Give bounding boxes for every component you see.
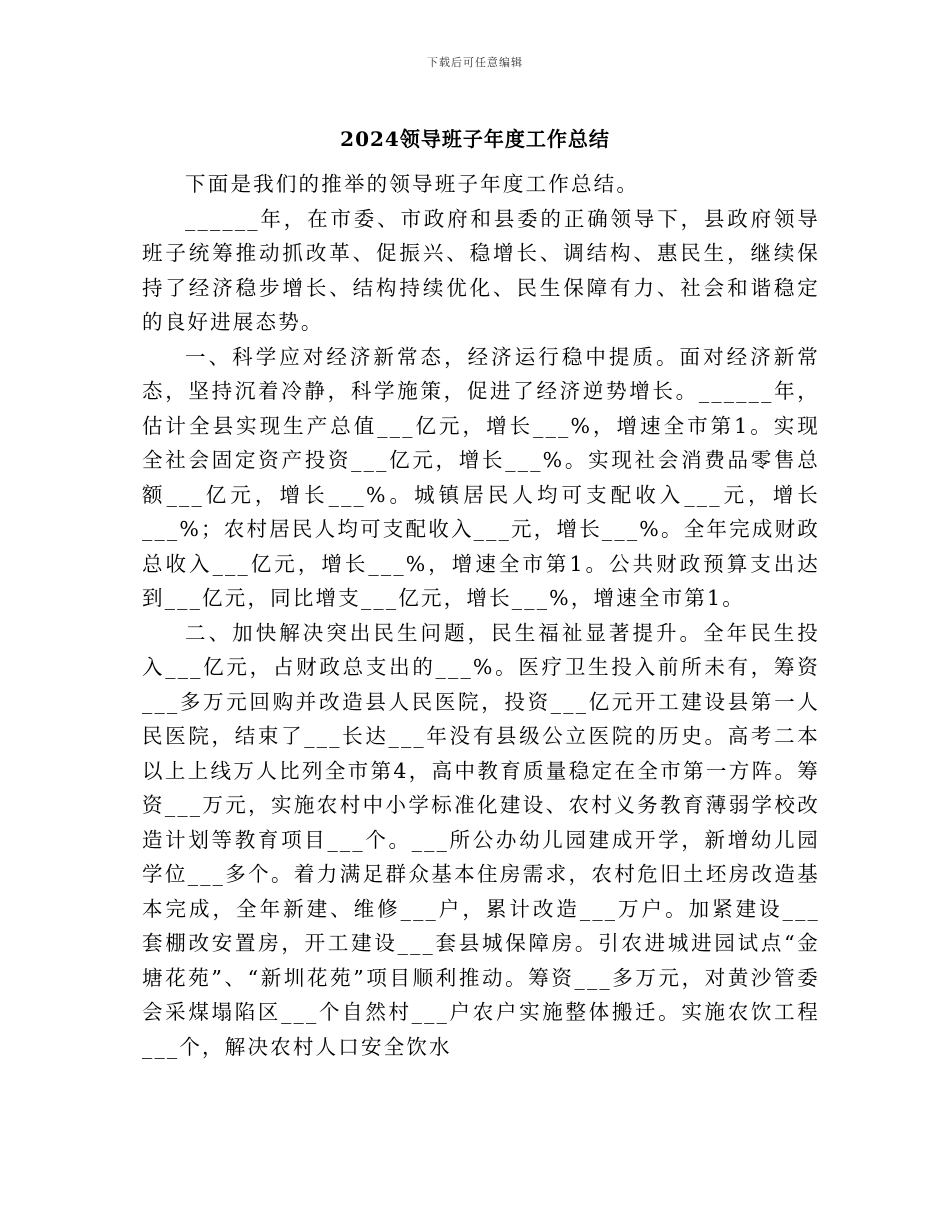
paragraph-intro: 下面是我们的推举的领导班子年度工作总结。	[185, 172, 640, 196]
header-note: 下载后可任意编辑	[427, 56, 523, 69]
paragraph-economy: 一、科学应对经济新常态，经济运行稳中提质。面对经济新常态，坚持沉着冷静，科学施策，促进了经济逆势增长。______年，估计全县实现生产总值___亿元，增长___%，增速全市第1。实现全社会固定资产投资___亿元，增长___%。实现社会消费品零售总额___亿元，增长___%。城镇居民人均可支配收入___元，增长___%；农村居民人均可支配收入___元，增长___%。全年完成财政总收入___亿元，增长___%，增速全市第1。公共财政预算支出达到___亿元，同比增支___亿元，增长___%，增速全市第1。	[142, 344, 820, 610]
document-title: 2024领导班子年度工作总结	[340, 127, 610, 151]
paragraph-livelihood: 二、加快解决突出民生问题，民生福祉显著提升。全年民生投入___亿元，占财政总支出的___%。医疗卫生投入前所未有，筹资___多万元回购并改造县人民医院，投资___亿元开工建设县第一人民医院，结束了___长达___年没有县级公立医院的历史。高考二本以上上线万人比列全市第4，高中教育质量稳定在全市第一方阵。筹资___万元，实施农村中小学标准化建设、农村义务教育薄弱学校改造计划等教育项目___个。___所公办幼儿园建成开学，新增幼儿园学位___多个。着力满足群众基本住房需求，农村危旧土坯房改造基本完成，全年新建、维修___户，累计改造___万户。加紧建设___套棚改安置房，开工建设___套县城保障房。引农进城进园试点“金塘花苑”、“新圳花苑”项目顺利推动。筹资___多万元，对黄沙管委会采煤塌陷区___个自然村___户农户实施整体搬迁。实施农饮工程___个，解决农村人口安全饮水	[142, 620, 820, 1059]
document-body	[142, 167, 820, 1064]
paragraph-overview: ______年，在市委、市政府和县委的正确领导下，县政府领导班子统筹推动抓改革、促振兴、稳增长、调结构、惠民生，继续保持了经济稳步增长、结构持续优化、民生保障有力、社会和谐稳定的良好进展态势。	[142, 206, 820, 334]
